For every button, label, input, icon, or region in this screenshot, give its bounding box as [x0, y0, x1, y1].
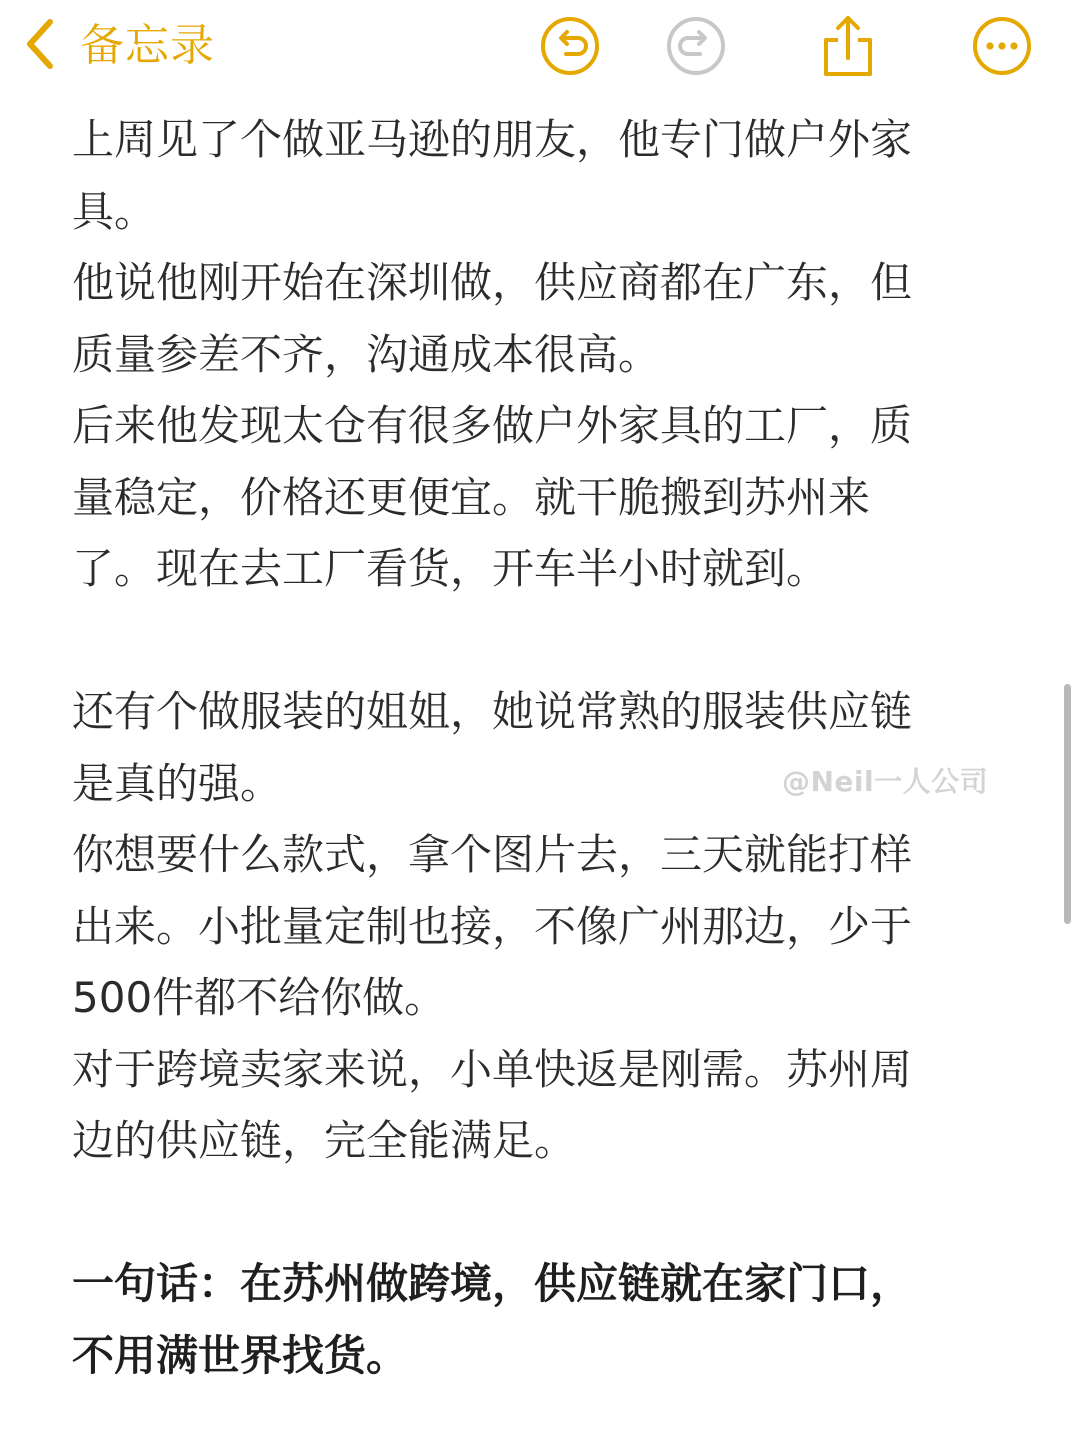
redo-icon: [664, 14, 728, 78]
summary-line: 一句话：在苏州做跨境，供应链就在家门口，: [72, 1259, 913, 1308]
back-label: 备忘录: [80, 20, 215, 71]
note-line: 了。现在去工厂看货，开车半小时就到。: [72, 544, 829, 593]
note-line: 还有个做服装的姐姐，她说常熟的服装供应链: [72, 687, 913, 736]
note-line: 500件都不给你做。: [72, 973, 447, 1022]
note-line: 量稳定，价格还更便宜。就干脆搬到苏州来: [72, 472, 871, 522]
note-body[interactable]: [72, 104, 1012, 1391]
note-line: 出来。小批量定制也接，不像广州那边，少于: [72, 901, 913, 951]
more-button[interactable]: [970, 14, 1034, 78]
note-line: 对于跨境卖家来说，小单快返是刚需。苏州周: [72, 1044, 913, 1094]
toolbar: [0, 0, 1080, 96]
note-line: 你想要什么款式，拿个图片去，三天就能打样: [72, 830, 913, 879]
more-icon: [970, 14, 1034, 78]
scrollbar[interactable]: [1064, 684, 1071, 924]
watermark: @Neil一人公司: [782, 765, 989, 798]
note-line: 具。: [72, 186, 157, 236]
back-button[interactable]: [18, 14, 215, 78]
redo-button[interactable]: [664, 14, 728, 78]
share-button[interactable]: [816, 14, 880, 78]
summary-line: 不用满世界找货。: [72, 1330, 409, 1380]
note-line: 边的供应链，完全能满足。: [72, 1116, 577, 1165]
note-line: 是真的强。: [72, 758, 283, 808]
undo-icon: [538, 14, 602, 78]
paragraph-gap: [72, 605, 1012, 677]
note-line: 后来他发现太仓有很多做户外家具的工厂，质: [72, 401, 913, 450]
undo-button[interactable]: [538, 14, 602, 78]
paragraph-gap: [72, 1177, 1012, 1249]
note-line: 质量参差不齐，沟通成本很高。: [72, 329, 661, 379]
share-icon: [816, 14, 880, 78]
chevron-left-icon: [18, 16, 62, 76]
note-line: 上周见了个做亚马逊的朋友，他专门做户外家: [72, 115, 913, 164]
note-line: 他说他刚开始在深圳做，供应商都在广东，但: [72, 258, 913, 307]
